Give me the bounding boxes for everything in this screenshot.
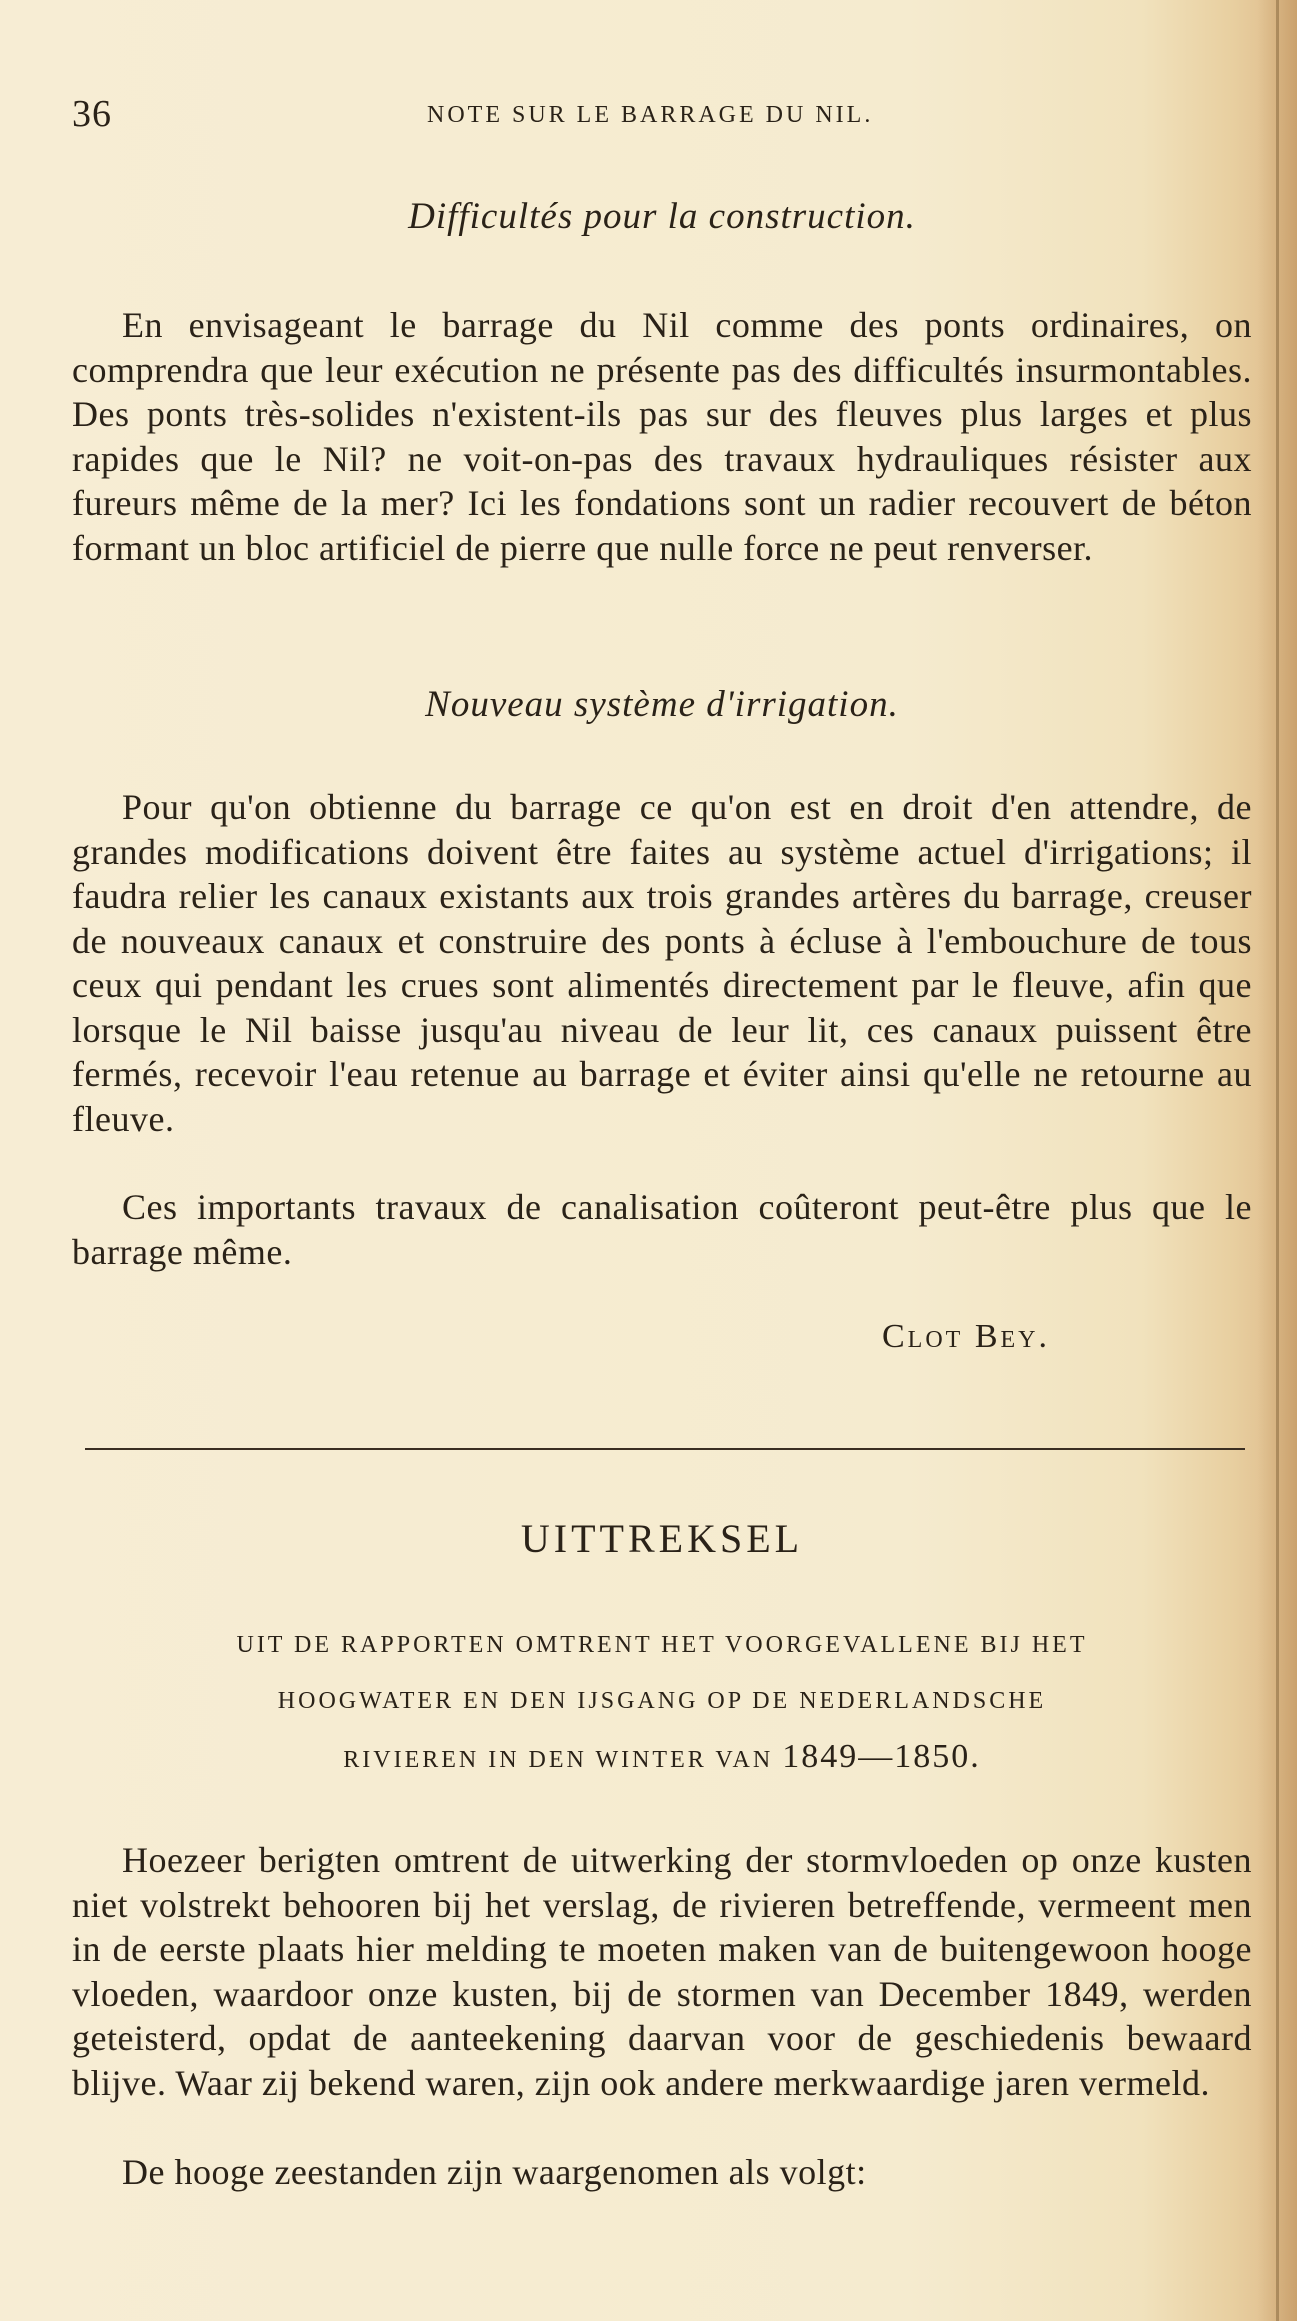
paragraph-uittreksel-1 [72, 1838, 1252, 2105]
section-heading-irrigation: Nouveau système d'irrigation. [425, 684, 899, 725]
article-subtitle-line-1: UIT DE RAPPORTEN OMTRENT HET VOORGEVALLENE BIJ HET [236, 1632, 1088, 1658]
paragraph-uittreksel-1-text: Hoezeer berigten omtrent de uitwerking der stormvloeden op onze kusten niet volstrekt behooren bij het verslag, de rivieren betreffende, vermeent men in de eerste plaats hier melding te moeten maken van de buitengewoon hooge vloeden, waardoor onze kusten, bij de stormen van December 1849, werden geteisterd, opdat de aanteekening daarvan voor de geschiedenis bewaard blijve. Waar zij bekend waren, zijn ook andere merkwaardige jaren vermeld. [72, 1840, 1252, 2103]
article-subtitle-line-3-text: RIVIEREN IN DEN WINTER VAN [343, 1747, 774, 1773]
paragraph-irrigation-1-text: Pour qu'on obtienne du barrage ce qu'on est en droit d'en attendre, de grandes modifications doivent être faites au système actuel d'irrigations; il faudra relier les canaux existants aux trois grandes artères du barrage, creuser de nouveaux canaux et construire des ponts à écluse à l'embouchure de tous ceux qui pendant les crues sont alimentés directement par le fleuve, afin que lorsque le Nil baisse jusqu'au niveau de leur lit, ces canaux puissent être fermés, recevoir l'eau retenue au barrage et éviter ainsi qu'elle ne retourne au fleuve. [72, 787, 1252, 1139]
paragraph-difficultes [72, 303, 1252, 570]
signature: Clot Bey. [882, 1318, 1050, 1355]
page-edge-line [1276, 0, 1279, 2321]
section-heading-difficultes: Difficultés pour la construction. [408, 196, 916, 237]
paragraph-uittreksel-2 [72, 2150, 1252, 2195]
article-subtitle-years: 1849—1850. [782, 1738, 981, 1775]
paragraph-difficultes-text: En envisageant le barrage du Nil comme des ponts ordinaires, on comprendra que leur exécution ne présente pas des difficultés insurmontables. Des ponts très-solides n'existent-ils pas sur des fleuves plus larges et plus rapides que le Nil? ne voit-on-pas des travaux hydrauliques résister aux fureurs même de la mer? Ici les fondations sont un radier recouvert de béton formant un bloc artificiel de pierre que nulle force ne peut renverser. [72, 305, 1252, 568]
page-header [72, 92, 1252, 135]
article-subtitle-line-3 [72, 1729, 1252, 1788]
article-subtitle-line-2: HOOGWATER EN DEN IJSGANG OP DE NEDERLANDSCHE [277, 1688, 1047, 1714]
paragraph-irrigation-2 [72, 1185, 1252, 1274]
paragraph-irrigation-1 [72, 785, 1252, 1141]
section-divider-rule [85, 1448, 1245, 1450]
running-head: NOTE SUR LE BARRAGE DU NIL. [427, 102, 874, 128]
article-title: UITTREKSEL [520, 1516, 804, 1561]
paragraph-uittreksel-2-text: De hooge zeestanden zijn waargenomen als volgt: [122, 2152, 867, 2192]
paragraph-irrigation-2-text: Ces importants travaux de canalisation coûteront peut-être plus que le barrage même. [72, 1187, 1252, 1272]
page-number: 36 [72, 93, 112, 135]
